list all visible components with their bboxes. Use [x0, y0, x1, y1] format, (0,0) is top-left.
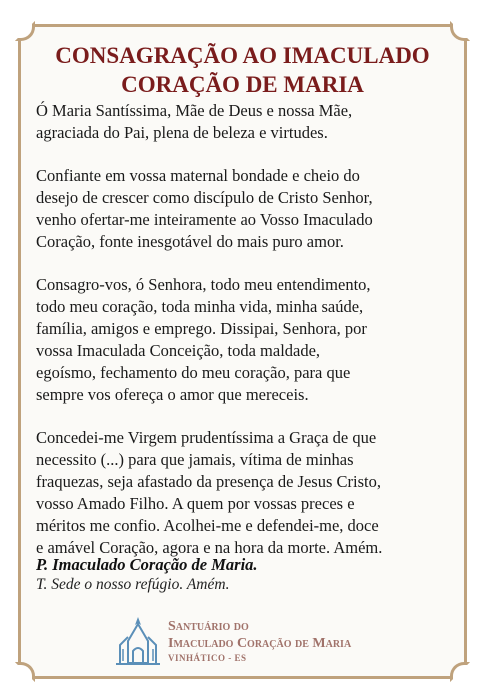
card-corner — [15, 662, 35, 682]
priest-line: P. Imaculado Coração de Maria. — [36, 555, 258, 574]
text-line: vossa Imaculada Conceição, toda maldade, — [36, 341, 321, 360]
paragraph-2 — [36, 165, 452, 253]
card-corner — [450, 662, 470, 682]
paragraph-3 — [36, 274, 452, 406]
text-line: todo meu coração, toda minha vida, minha saúde, — [36, 297, 364, 316]
title-line-1: CONSAGRAÇÃO AO IMACULADO — [55, 43, 430, 68]
text-line: egoísmo, fechamento do meu coração, para que — [36, 363, 351, 382]
text-line: sempre vos ofereça o amor que mereceis. — [36, 385, 309, 404]
text-line: vosso Amado Filho. A quem por vossas preces e — [36, 494, 355, 513]
text-line: venho ofertar-me inteiramente ao Vosso Imaculado — [36, 210, 373, 229]
title-line-2: CORAÇÃO DE MARIA — [121, 72, 364, 97]
text-line: agraciada do Pai, plena de beleza e virtudes. — [36, 123, 328, 142]
paragraph-4 — [36, 427, 452, 559]
response-line: T. Sede o nosso refúgio. Amém. — [36, 576, 230, 593]
sanctuary-logo — [114, 615, 414, 670]
text-line: Coração, fonte inesgotável do mais puro amor. — [36, 232, 344, 251]
text-line: Ó Maria Santíssima, Mãe de Deus e nossa Mãe, — [36, 101, 353, 120]
closing-response — [36, 555, 258, 595]
text-line: Concedei-me Virgem prudentíssima a Graça de que — [36, 428, 377, 447]
logo-line-2: Imaculado Coração de Maria — [168, 636, 352, 651]
sanctuary-church-icon — [114, 615, 162, 667]
prayer-title — [21, 41, 464, 99]
card-corner — [15, 21, 35, 41]
text-line: Confiante em vossa maternal bondade e cheio do — [36, 166, 360, 185]
text-line: fraquezas, seja afastado da presença de Jesus Cristo, — [36, 472, 381, 491]
text-line: Consagro-vos, ó Senhora, todo meu entendimento, — [36, 275, 371, 294]
logo-line-3: VINHÁTICO - ES — [168, 653, 247, 663]
text-line: família, amigos e emprego. Dissipai, Senhora, por — [36, 319, 367, 338]
paragraph-1 — [36, 100, 452, 144]
prayer-card — [18, 24, 467, 679]
text-line: necessito (...) para que jamais, vítima de minhas — [36, 450, 354, 469]
text-line: méritos me confio. Acolhei-me e defendei-me, doce — [36, 516, 379, 535]
card-corner — [450, 21, 470, 41]
text-line: desejo de crescer como discípulo de Cristo Senhor, — [36, 188, 373, 207]
logo-line-1: Santuário do — [168, 619, 249, 634]
text-line: e amável Coração, agora e na hora da morte. Amém. — [36, 538, 383, 557]
prayer-body — [36, 100, 452, 580]
